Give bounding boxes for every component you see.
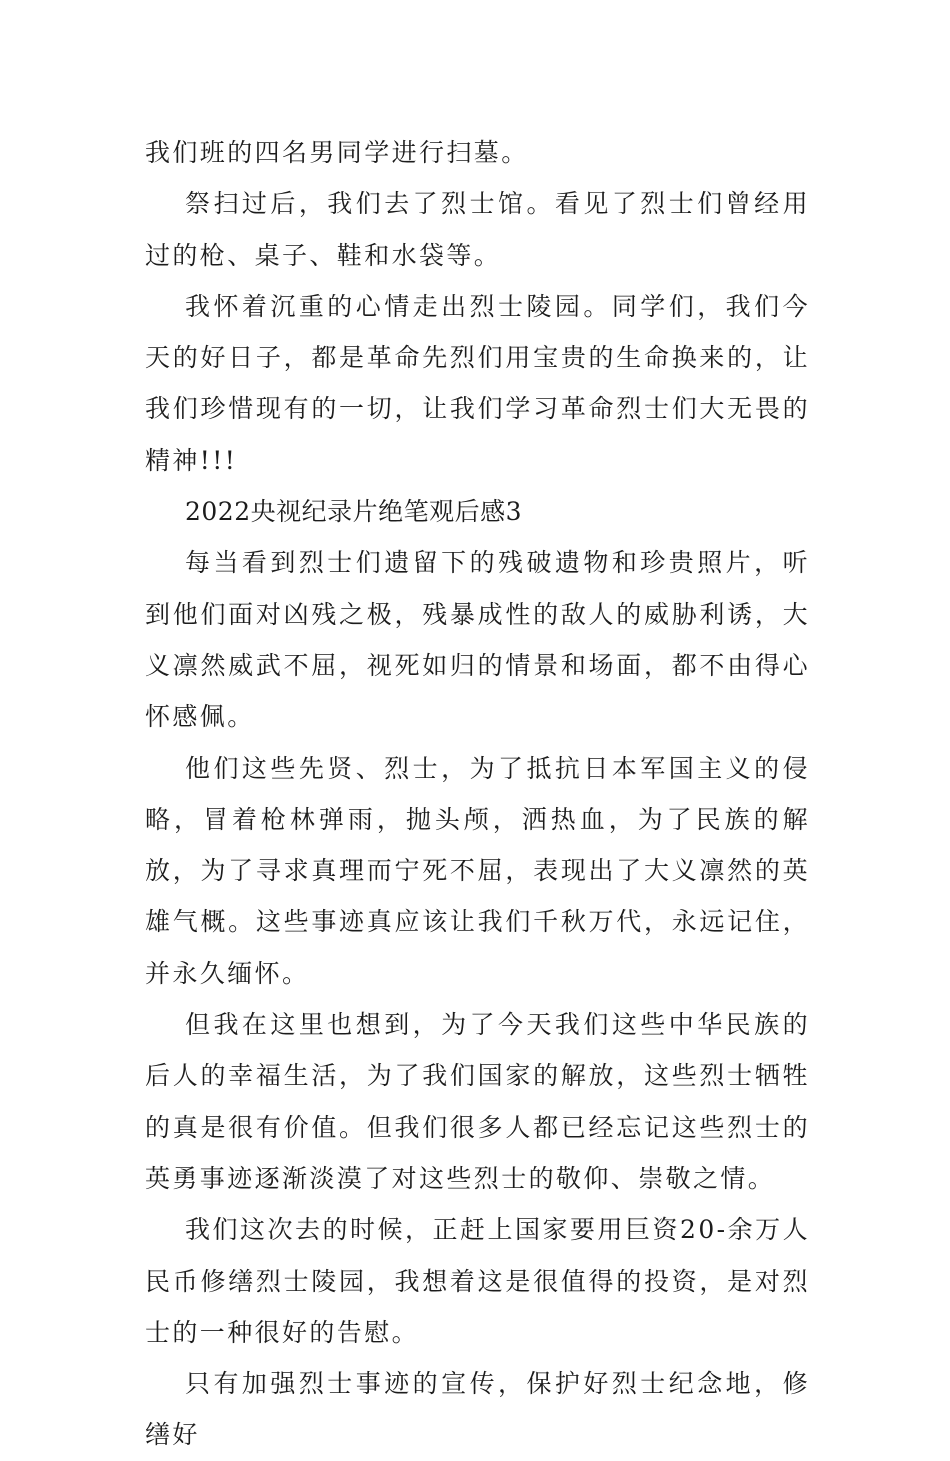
paragraph-7: 我们这次去的时候，正赶上国家要用巨资20-余万人民币修缮烈士陵园，我想着这是很值得的投资，是对烈士的一种很好的告慰。 [145, 1215, 810, 1347]
section-heading: 2022央视纪录片绝笔观后感3 [185, 497, 523, 527]
paragraph-6: 但我在这里也想到，为了今天我们这些中华民族的后人的幸福生活，为了我们国家的解放，这些烈士牺牲的真是很有价值。但我们很多人都已经忘记这些烈士的英勇事迹逐渐淡漠了对这些烈士的敬仰、崇敬之情。 [145, 1010, 810, 1193]
paragraph-8: 只有加强烈士事迹的宣传，保护好烈士纪念地，修缮好 [145, 1369, 810, 1450]
paragraph-2: 祭扫过后，我们去了烈士馆。看见了烈士们曾经用过的枪、桌子、鞋和水袋等。 [145, 189, 810, 270]
paragraph-1: 我们班的四名男同学进行扫墓。 [145, 138, 529, 167]
document-body [145, 127, 810, 1461]
paragraph-5: 他们这些先贤、烈士，为了抵抗日本军国主义的侵略，冒着枪林弹雨，抛头颅，洒热血，为了民族的解放，为了寻求真理而宁死不屈，表现出了大义凛然的英雄气概。这些事迹真应该让我们千秋万代，永远记住，并永久缅怀。 [145, 753, 810, 988]
paragraph-4: 每当看到烈士们遗留下的残破遗物和珍贵照片，听到他们面对凶残之极，残暴成性的敌人的威胁利诱，大义凛然威武不屈，视死如归的情景和场面，都不由得心怀感佩。 [145, 548, 810, 732]
paragraph-3: 我怀着沉重的心情走出烈士陵园。同学们，我们今天的好日子，都是革命先烈们用宝贵的生命换来的，让我们珍惜现有的一切，让我们学习革命烈士们大无畏的精神!!! [145, 291, 810, 475]
